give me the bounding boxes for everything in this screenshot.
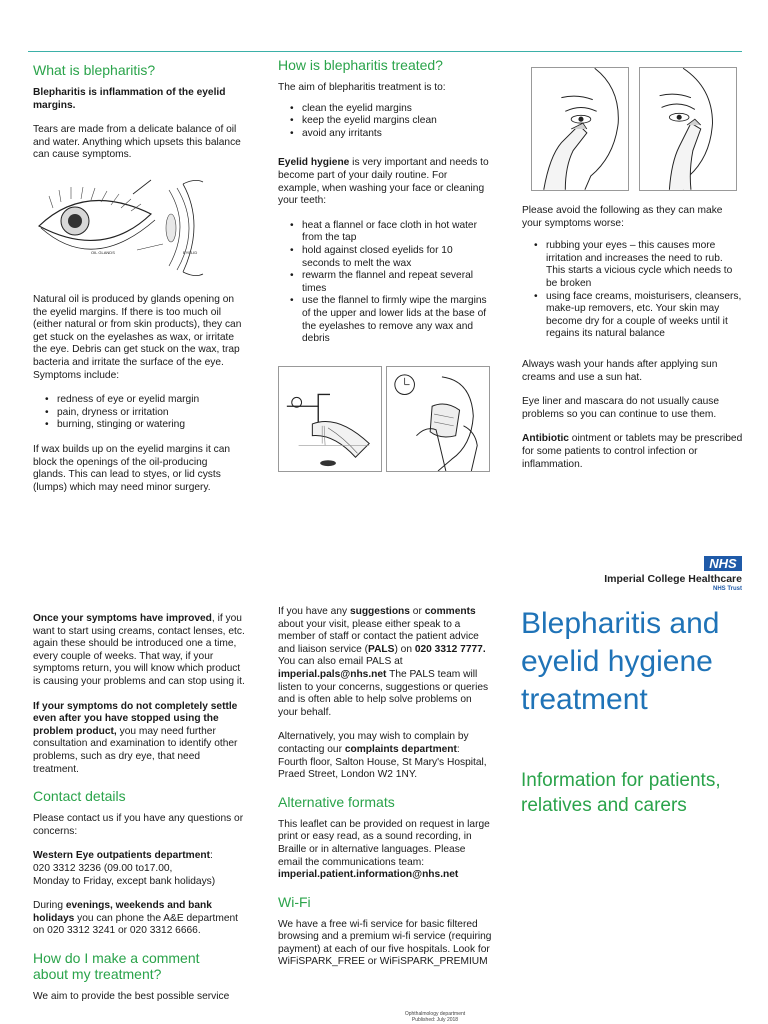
list-item: • burning, stinging or watering [33, 419, 243, 432]
leaflet-subtitle: Information for patients, relatives and carers [521, 770, 721, 816]
tap-flannel-illustration [278, 366, 382, 472]
list-item: • clean the eyelid margins [278, 103, 490, 116]
symptoms-list [33, 394, 243, 432]
improved-text: Once your symptoms have improved, if you want to start using creams, contact lenses, etc. again these should be introduced one a time, every couple of weeks. That way, if your symptoms return, you will know which product is causing your problems and can stop using it. [33, 613, 245, 687]
heading-alternative-formats: Alternative formats [278, 793, 395, 810]
wax-text: If wax builds up on the eyelid margins it can block the openings of the oil-producing glands. This can lead to styes, or lid cysts (lumps) which may need minor surgery. [33, 443, 231, 493]
nhs-logo: NHS [704, 556, 742, 571]
heading-wifi: Wi-Fi [278, 893, 311, 910]
settle-text: If your symptoms do not completely settle even after you have stopped using the problem product, you may need further consultation and examination to identify other problems, such as dry eye, that need treatment. [33, 700, 238, 775]
list-item: • avoid any irritants [278, 128, 490, 141]
heading-how-treated: How is blepharitis treated? [278, 57, 443, 73]
column-what-is [33, 62, 243, 506]
avoid-list [522, 240, 744, 341]
list-item: • rewarm the flannel and repeat several times [278, 270, 490, 295]
list-item: • keep the eyelid margins clean [278, 115, 490, 128]
avoid-text: Please avoid the following as they can make your symptoms worse: [522, 205, 723, 229]
complaints-text: Alternatively, you may wish to complain by contacting our complaints department: Fourth floor, Salton House, St Mary's Hospital, Praed Street, London W2 1NY. [278, 731, 487, 781]
org-trust: NHS Trust [712, 586, 742, 592]
lid-cleaning-illustration-left [531, 67, 629, 191]
hygiene-text: Eyelid hygiene is very important and needs to become part of your daily routine. For example, when washing your face or cleaning your teeth: [278, 157, 489, 207]
top-divider [28, 51, 742, 52]
tears-text: Tears are made from a delicate balance of oil and water. Anything which upsets this balance can cause symptoms. [33, 124, 241, 161]
leaflet-title: Blepharitis and eyelid hygiene treatment [521, 607, 720, 716]
lid-cleaning-illustration-right [639, 67, 737, 191]
column-feedback [278, 606, 492, 981]
column-avoid [522, 205, 744, 483]
list-item: • pain, dryness or irritation [33, 407, 243, 420]
contact-text: Please contact us if you have any questions or concerns: [33, 813, 244, 837]
hygiene-steps-list [278, 220, 490, 346]
column-after-symptoms [33, 613, 248, 1015]
comment-text: We aim to provide the best possible service [33, 990, 230, 1002]
eye-anatomy-diagram [33, 174, 243, 282]
intro-text: Blepharitis is inflammation of the eyelid margins. [33, 87, 226, 111]
formats-text: This leaflet can be provided on request in large print or easy read, as a sound recording, in Braille or in alternative languages. Please email the communications team: imperial.patient.information@nhs.net [278, 818, 490, 881]
western-eye-contact: Western Eye outpatients department: 020 3312 3236 (09.00 to17.00, Monday to Friday, except bank holidays) [33, 850, 216, 887]
suggestions-text: If you have any suggestions or comments about your visit, please either speak to a member of staff or contact the patient advice and liaison service (PALS) on 020 3312 7777. You can also email PALS at imperial.pals@nhs.net The PALS team will listen to your concerns, suggestions or queries and is often able to help solve problems on your behalf. [278, 606, 489, 718]
list-item: • heat a flannel or face cloth in hot water from the tap [278, 220, 490, 245]
aims-list [278, 103, 490, 141]
footer-note: Ophthalmology department Published: July 2018 [404, 1011, 466, 1023]
org-name: Imperial College Healthcare [604, 573, 742, 585]
list-item: • use the flannel to firmly wipe the margins of the upper and lower lids at the base of the eyelashes to remove any wax and debris [278, 295, 490, 345]
heading-make-comment: How do I make a comment about my treatment? [33, 949, 200, 982]
eyeliner-text: Eye liner and mascara do not usually cause problems so you can continue to use them. [522, 396, 720, 420]
face-flannel-illustration [386, 366, 490, 472]
list-item: • hold against closed eyelids for 10 seconds to melt the wax [278, 245, 490, 270]
list-item: • using face creams, moisturisers, cleansers, make-up removers, etc. Your skin may become dry for a couple of weeks until it regains its natural balance [522, 291, 744, 341]
heading-contact-details: Contact details [33, 788, 126, 805]
label-eyelid: EYELID [183, 249, 198, 255]
antibiotic-text: Antibiotic ointment or tablets may be prescribed for some patients to control infection or inflammation. [522, 433, 743, 470]
wash-text: Always wash your hands after applying sun creams and use a sun hat. [522, 358, 718, 383]
oil-text: Natural oil is produced by glands opening on the eyelid margins. If there is too much oil (either natural or from skin products), they can get stuck on the eyelashes as wax, or irritate the eye. Debris can get stuck on the wax, trap bacteria and irritate the surface of the eye. Symptoms include: [33, 293, 242, 381]
wifi-text: We have a free wi-fi service for basic filtered browsing and a premium wi-fi service (requiring payment) at each of our five hospitals. Look for WiFiSPARK_FREE or WiFiSPARK_PREMIUM [278, 918, 492, 968]
list-item: • redness of eye or eyelid margin [33, 394, 243, 407]
out-of-hours-text: During evenings, weekends and bank holidays you can phone the A&E department on 020 3312 3241 or 020 3312 6666. [33, 900, 239, 937]
column-treatment [278, 57, 490, 472]
label-oil-glands: OIL GLANDS [91, 249, 115, 255]
aim-text: The aim of blepharitis treatment is to: [278, 82, 446, 93]
heading-what-is-blepharitis: What is blepharitis? [33, 62, 156, 78]
list-item: • rubbing your eyes – this causes more irritation and increases the need to rub. This starts a vicious cycle which needs to be broken [522, 240, 744, 290]
